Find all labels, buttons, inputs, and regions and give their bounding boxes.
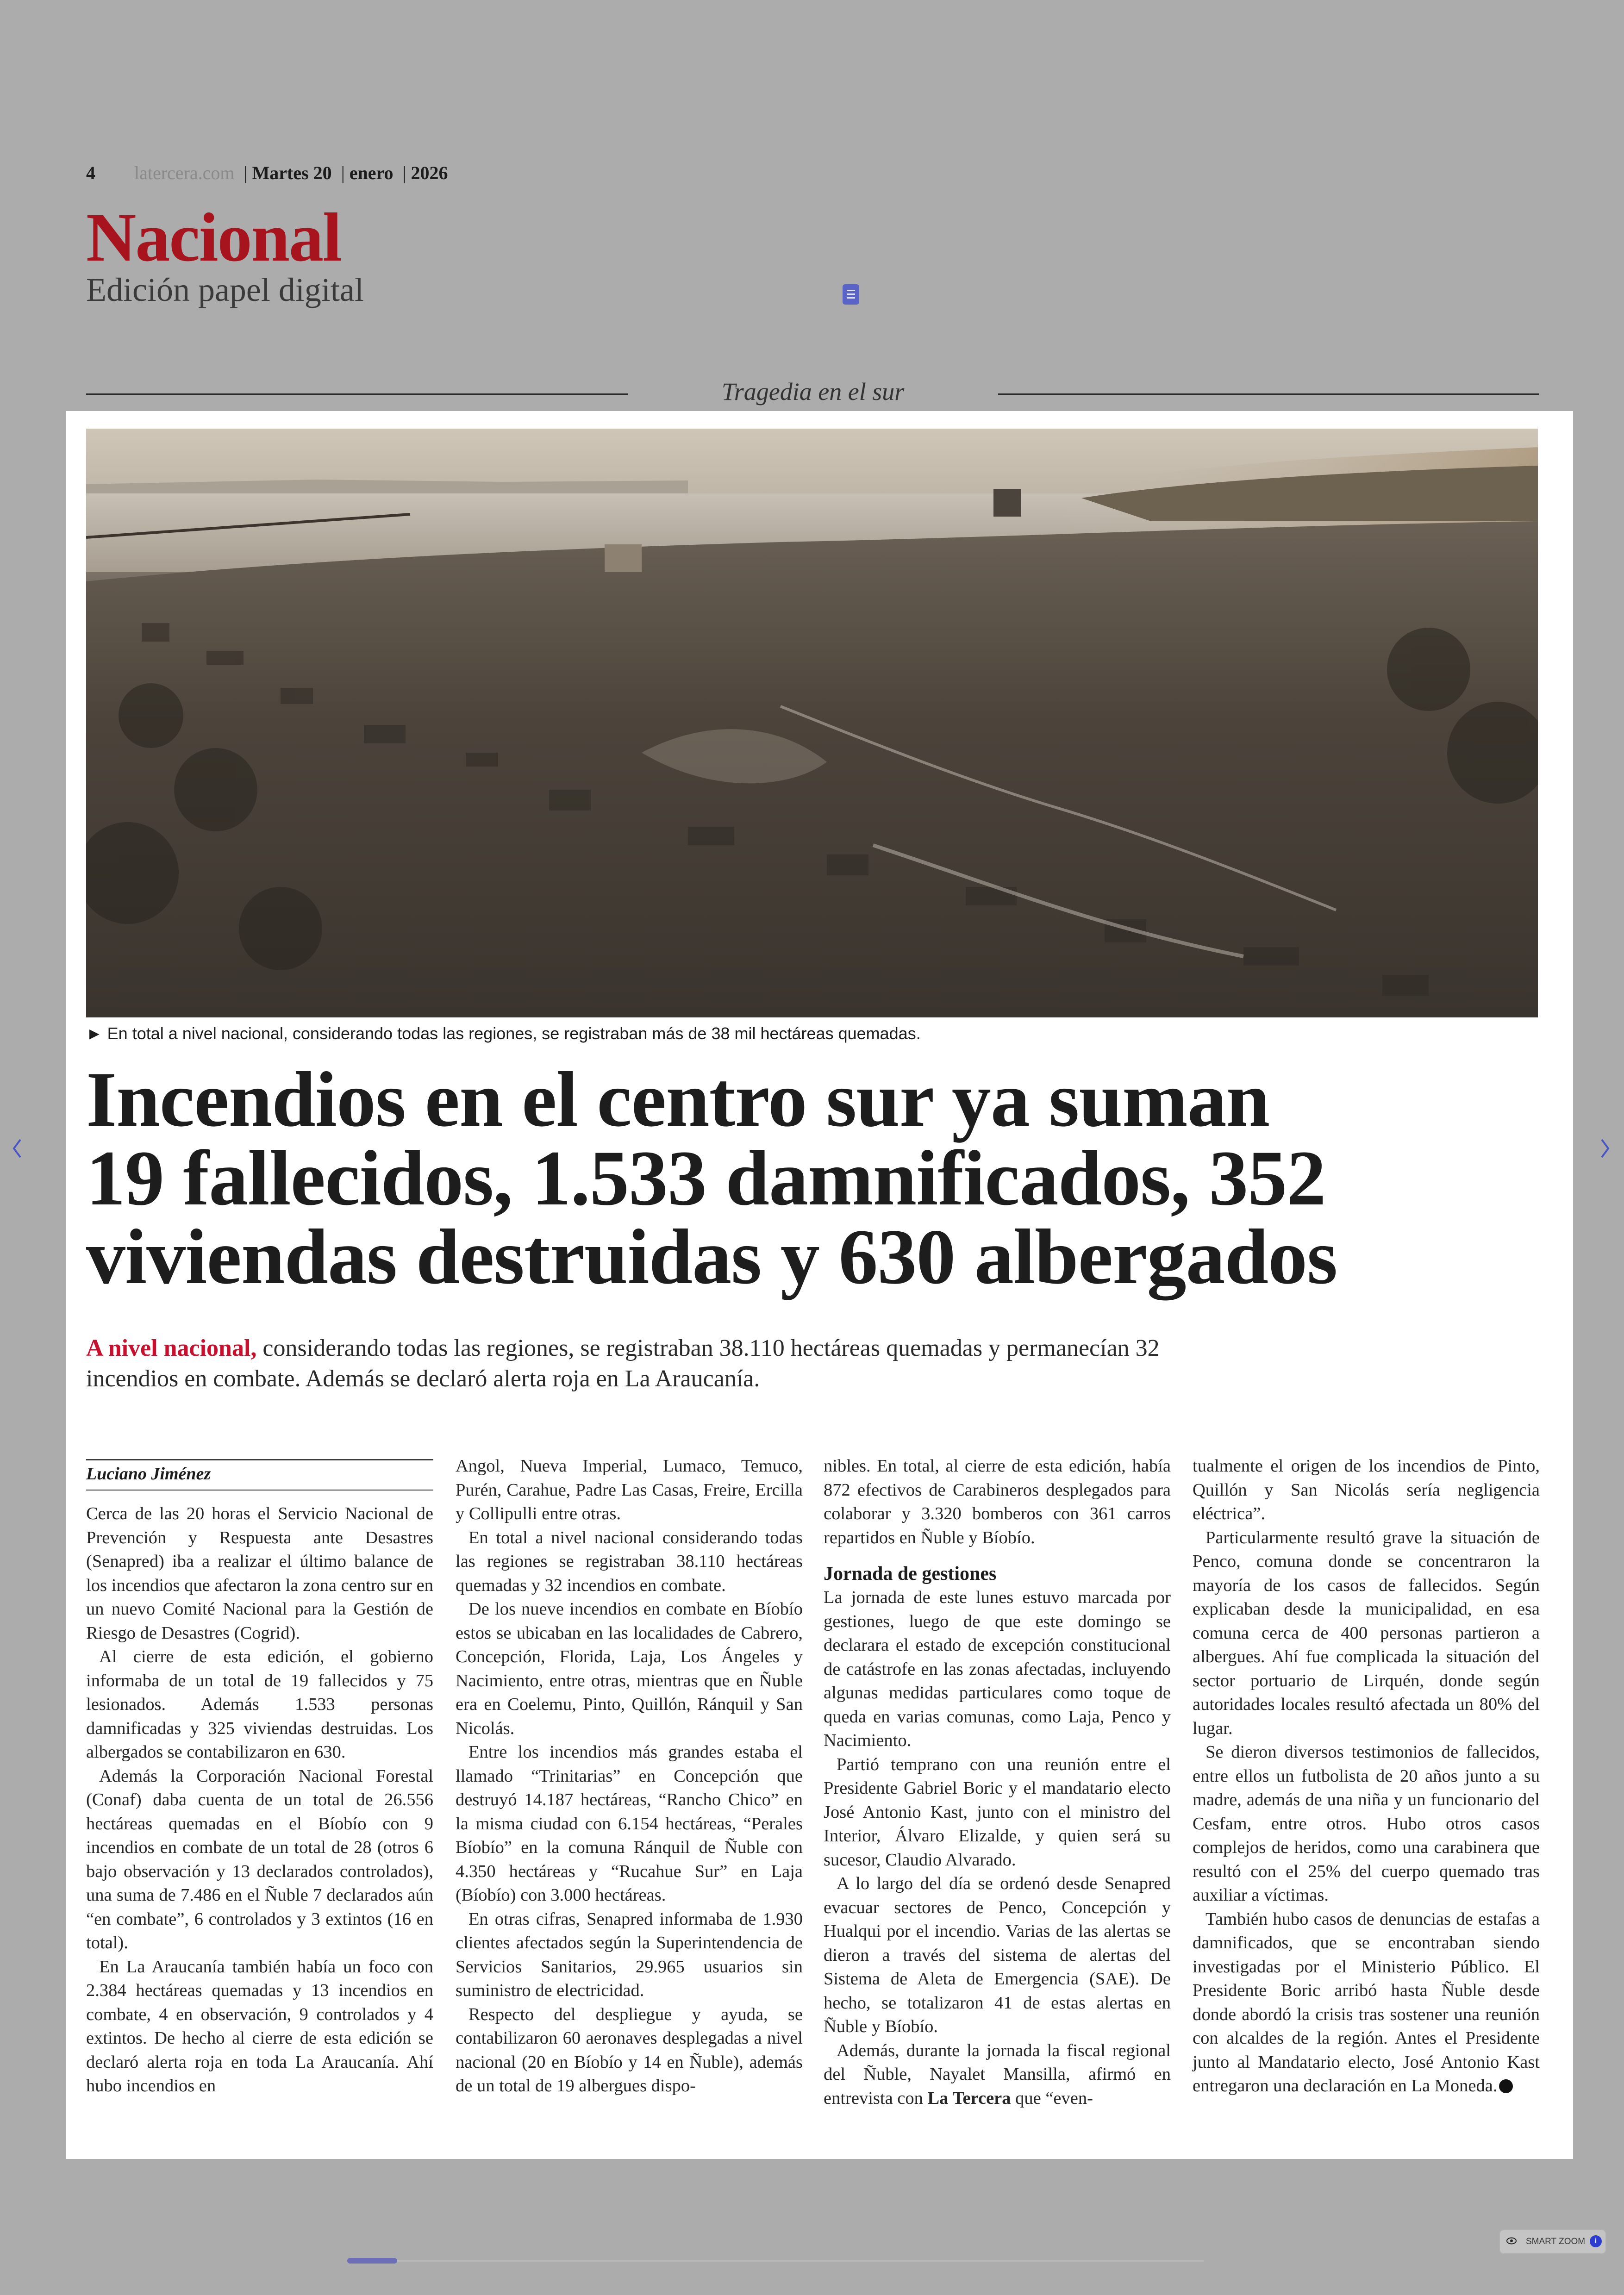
page-scrubber-thumb[interactable] xyxy=(347,2258,397,2264)
deck xyxy=(86,1333,1243,1394)
paragraph: La jornada de este lunes estuvo marcada por gestiones, luego de que este domingo se declarara el estado de excepción constitucional de catástrofe en las zonas afectadas, incluyendo algunas medidas particulares como toque de queda en varias comunas, como Laja, Penco y Nacimiento. xyxy=(824,1588,1171,1750)
smart-zoom-label: SMART ZOOM xyxy=(1526,2237,1586,2246)
headline-line-3: viviendas destruidas y 630 albergados xyxy=(86,1213,1337,1300)
chevron-left-icon xyxy=(10,1135,24,1162)
paragraph xyxy=(1193,1908,1540,2098)
byline: Luciano Jiménez xyxy=(86,1464,211,1484)
paragraph: En La Araucanía también había un foco con 2.384 hectáreas quemadas y 13 incendios en combate, 4 en observación, 9 controlados y 4 extintos. De hecho al cierre de esta edición se declaró alerta roja en toda La Araucanía. Ahí hubo incendios en xyxy=(86,1957,433,2095)
paragraph: Entre los incendios más grandes estaba el llamado “Trinitarias” en Concepción que destruyó 14.187 hectáreas, “Rancho Chico” en la misma ciudad con 6.154 hectáreas, “Perales Bíobío” en la comuna Ránquil de Ñuble con 4.350 hectáreas y “Rucahue Sur” en Laja (Bíobío) con 3.000 hectáreas. xyxy=(456,1742,803,1905)
paragraph: Se dieron diversos testimonios de fallecidos, entre ellos un futbolista de 20 años junto a su madre, además de una niña y un funcionario del Cesfam, entre otros. Hubo otros casos complejos de heridos, como una carabinera que resultó con el 25% del cuerpo quemado tras auxiliar a víctimas. xyxy=(1193,1742,1540,1905)
dateline xyxy=(134,162,448,184)
subheading: Jornada de gestiones xyxy=(824,1563,997,1584)
chevron-right-icon xyxy=(1598,1135,1612,1162)
separator: | xyxy=(244,162,248,183)
kicker-rule-left xyxy=(86,393,628,395)
headline-line-2: 19 fallecidos, 1.533 damnificados, 352 xyxy=(86,1135,1326,1222)
edition-subtitle: Edición papel digital xyxy=(86,271,364,308)
photo-caption xyxy=(86,1024,921,1043)
separator: | xyxy=(341,162,345,183)
byline-rule-top xyxy=(86,1459,433,1460)
paragraph: De los nueve incendios en combate en Bíobío estos se ubicaban en las localidades de Cabrero, Concepción, Florida, Laja, Los Ángeles y Nacimiento, entre otras, mientras que en Ñuble era en Coelemu, Pinto, Quillón, Ránquil y San Nicolás. xyxy=(456,1599,803,1738)
smart-zoom-button[interactable] xyxy=(1499,2229,1606,2254)
paragraph: tualmente el origen de los incendios de Pinto, Quillón y San Nicolás sería negligencia eléctrica”. xyxy=(1193,1456,1540,1523)
paragraph-text: Además, durante la jornada la fiscal regional del Ñuble, Nayalet Mansilla, afirmó en entrevista con xyxy=(824,2040,1171,2108)
date-year: 2026 xyxy=(411,162,448,183)
deck-lead: A nivel nacional, xyxy=(86,1335,257,1361)
article-column-2 xyxy=(456,1454,803,2098)
page-scrubber-track[interactable] xyxy=(347,2260,1204,2262)
kicker: Tragedia en el sur xyxy=(721,378,905,405)
hero-photo xyxy=(86,429,1538,1017)
date-month: enero xyxy=(349,162,394,183)
paragraph: nibles. En total, al cierre de esta edición, había 872 efectivos de Carabineros desplegados para colaborar y 3.320 bomberos con 361 carros repartidos en Ñuble y Bíobío. xyxy=(824,1456,1171,1547)
eye-icon xyxy=(1506,2237,1517,2245)
paragraph-text: que “even- xyxy=(1011,2088,1093,2108)
next-page-button[interactable] xyxy=(1598,1135,1612,1162)
article-column-3 xyxy=(824,1454,1171,2110)
byline-rule-bottom xyxy=(86,1490,433,1491)
paragraph: Además la Corporación Nacional Forestal (Conaf) daba cuenta de un total de 26.556 hectáreas quemadas en el Bíobío con 9 incendios en combate de un total de 28 (otros 6 bajo observación y 13 declarados controlados), una suma de 7.486 en el Ñuble 7 declarados aún “en combate”, 6 controlados y 3 extintos (16 en total). xyxy=(86,1766,433,1952)
article-column-1 xyxy=(86,1502,433,2098)
info-badge: i xyxy=(1590,2235,1602,2247)
caption-text: En total a nivel nacional, considerando todas las regiones, se registraban más de 38 mil hectáreas quemadas. xyxy=(107,1024,921,1043)
paragraph-text: También hubo casos de denuncias de estafas a damnificados, que se encontraban siendo investigadas por el Ministerio Público. El Presidente Boric arribó hasta Ñuble desde donde abordó la crisis tras sostener una reunión con alcaldes de la región. Antes el Presidente junto al Mandatario electo, José Antonio Kast entregaron una declaración en La Moneda. xyxy=(1193,1909,1540,2095)
prev-page-button[interactable] xyxy=(10,1135,24,1162)
site-name: latercera.com xyxy=(134,162,235,183)
paragraph: Cerca de las 20 horas el Servicio Nacional de Prevención y Respuesta ante Desastres (Senapred) iba a realizar el último balance de los incendios que afectaron la zona centro sur en un nuevo Comité Nacional para la Gestión de Riesgo de Desastres (Cogrid). xyxy=(86,1504,433,1643)
end-mark-icon xyxy=(1499,2079,1513,2093)
paragraph: En otras cifras, Senapred informaba de 1.930 clientes afectados según la Superintendencia de Servicios Sanitarios, 29.965 usuarios sin suministro de electricidad. xyxy=(456,1909,803,2000)
paragraph: En total a nivel nacional considerando todas las regiones se registraban 38.110 hectáreas quemadas y 32 incendios en combate. xyxy=(456,1528,803,1595)
paragraph: Respecto del despliegue y ayuda, se contabilizaron 60 aeronaves desplegadas a nivel nacional (20 en Bíobío y 14 en Ñuble), además de un total de 19 albergues dispo- xyxy=(456,2004,803,2095)
separator: | xyxy=(402,162,406,183)
headline xyxy=(86,1056,1521,1300)
section-title: Nacional xyxy=(86,199,341,276)
paragraph: Al cierre de esta edición, el gobierno informaba de un total de 19 fallecidos y 75 lesionados. Además 1.533 personas damnificadas y 325 viviendas destruidas. Los albergados se contabilizaron en 630. xyxy=(86,1647,433,1762)
newspaper-name: La Tercera xyxy=(927,2088,1011,2108)
menu-icon[interactable] xyxy=(843,284,859,305)
caption-marker-icon: ► xyxy=(86,1024,103,1043)
date-day: Martes 20 xyxy=(252,162,332,183)
kicker-rule-right xyxy=(998,393,1539,395)
page-number: 4 xyxy=(86,162,95,183)
paragraph: A lo largo del día se ordenó desde Senapred evacuar sectores de Penco, Concepción y Hualqui por el incendio. Varias de las alertas se dieron a través del sistema de alertas del Sistema de Aleta de Emergencia (SAE). De hecho, se totalizaron 41 de estas alertas en Ñuble y Bíobío. xyxy=(824,1874,1171,2036)
article-column-4 xyxy=(1193,1454,1540,2098)
paragraph: Angol, Nueva Imperial, Lumaco, Temuco, Purén, Carahue, Padre Las Casas, Freire, Ercilla y Collipulli entre otras. xyxy=(456,1456,803,1523)
paragraph xyxy=(824,2039,1171,2111)
headline-line-1: Incendios en el centro sur ya suman xyxy=(86,1056,1270,1143)
deck-text: considerando todas las regiones, se registraban 38.110 hectáreas quemadas y permanecían 32 incendios en combate. Además se declaró alerta roja en La Araucanía. xyxy=(86,1335,1160,1392)
paragraph: Particularmente resultó grave la situación de Penco, comuna donde se concentraron la mayoría de los casos de fallecidos. Según explicaban desde la municipalidad, en esa comuna cerca de 400 personas partieron a albergues. Ahí fue complicada la situación del sector portuario de Lirquén, donde según autoridades locales resultó afectada un 80% del lugar. xyxy=(1193,1528,1540,1738)
paragraph: Partió temprano con una reunión entre el Presidente Gabriel Boric y el mandatario electo José Antonio Kast, junto con el ministro del Interior, Álvaro Elizalde, y quien será su sucesor, Claudio Alvarado. xyxy=(824,1754,1171,1870)
